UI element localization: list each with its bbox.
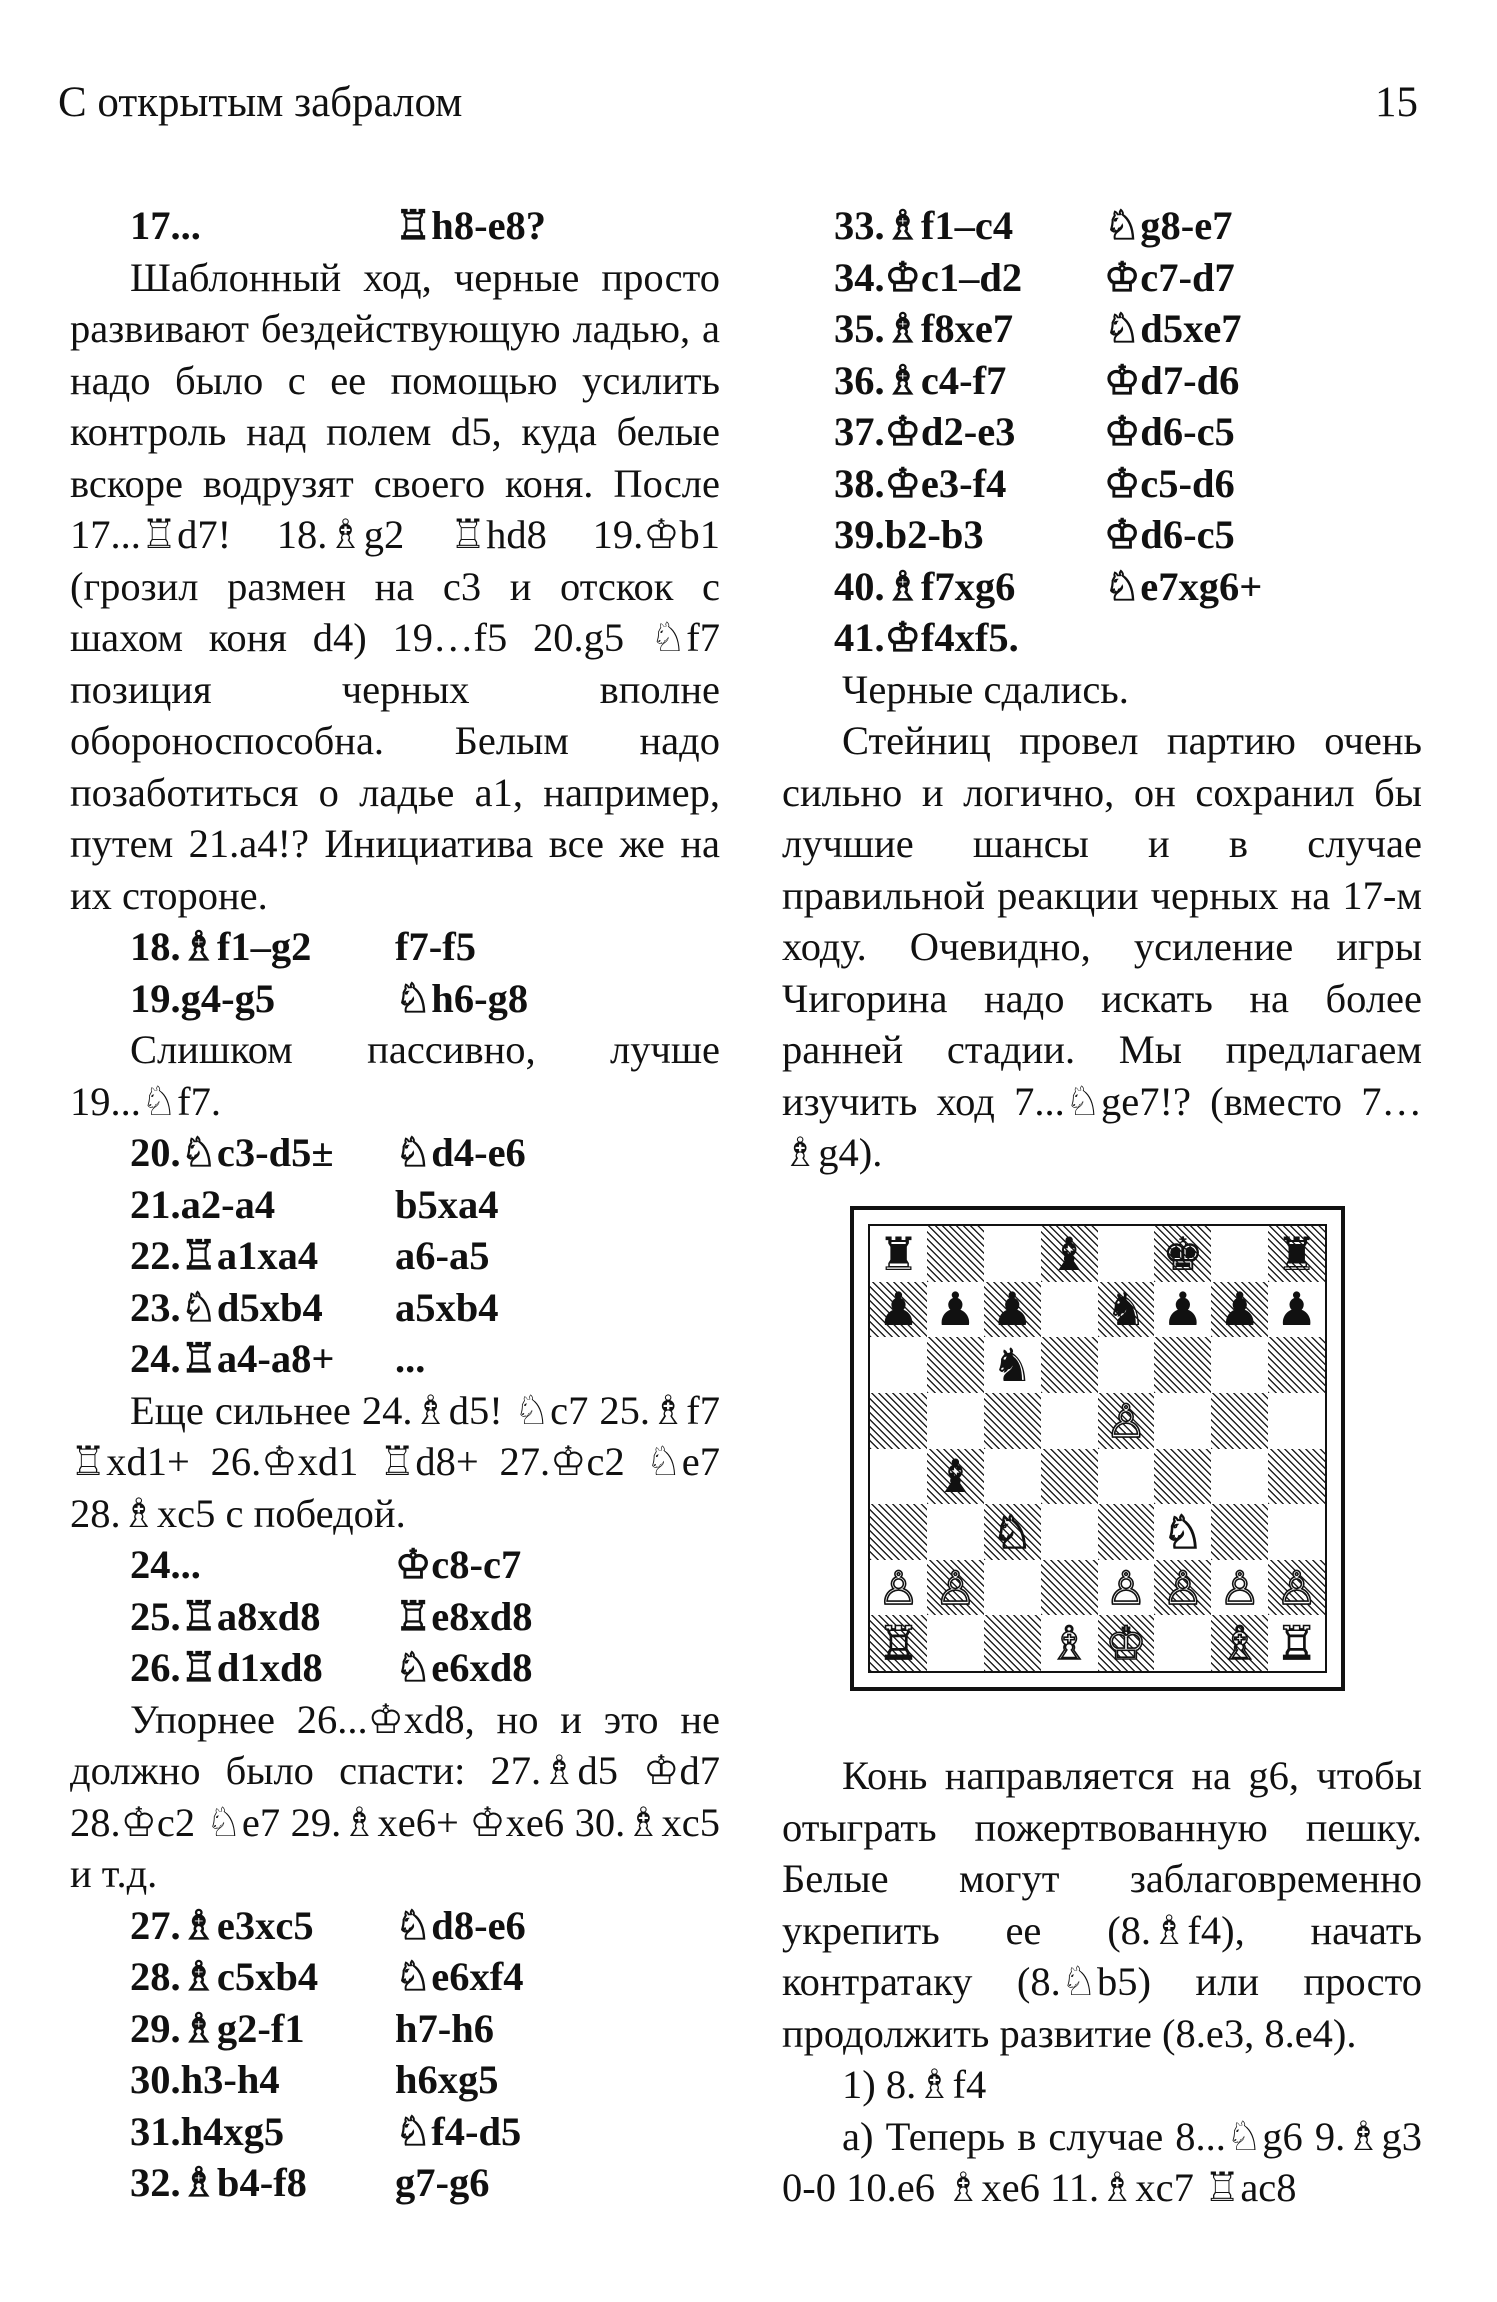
white-move: 19.g4-g5 [130, 975, 276, 1021]
board-square [984, 1504, 1041, 1560]
board-square [1268, 1449, 1325, 1505]
board-square [1154, 1449, 1211, 1505]
white-move: 21.a2-a4 [130, 1181, 276, 1227]
chess-piece: ♞ [991, 1338, 1033, 1393]
move-list [70, 1900, 720, 2209]
board-square [1098, 1393, 1155, 1449]
chess-piece: ♘ [1162, 1504, 1204, 1559]
move-list [70, 1127, 720, 1385]
commentary: а) Теперь в случае 8...♘g6 9.♗g3 0-0 10.e6 ♗xe6 11.♗xc7 ♖ac8 [782, 2113, 1422, 2210]
black-move: ♘h6-g8 [395, 975, 529, 1021]
board-square [1154, 1226, 1211, 1282]
move-row [70, 2054, 720, 2106]
move-row [70, 973, 720, 1025]
white-move: 35.♗f8xe7 [834, 306, 1014, 351]
move-row [782, 200, 1422, 252]
black-move: f7-f5 [395, 924, 476, 969]
black-move: ♘d8-e6 [395, 1902, 526, 1948]
board-square [1098, 1337, 1155, 1393]
move-row [70, 1127, 720, 1179]
white-move: 33.♗f1–c4 [834, 203, 1014, 248]
board-square [870, 1226, 927, 1282]
move-row [70, 1900, 720, 1952]
board-square [1154, 1393, 1211, 1449]
black-move: g7-g6 [395, 2160, 490, 2205]
board-square [1211, 1393, 1268, 1449]
chess-piece: ♚ [1162, 1226, 1204, 1281]
white-move: 25.♖a8xd8 [130, 1593, 321, 1639]
board-square [1154, 1337, 1211, 1393]
white-move: 23.♘d5xb4 [130, 1284, 323, 1330]
board-square [1268, 1504, 1325, 1560]
chess-piece: ♙ [1275, 1560, 1318, 1615]
black-move: ♖h8-e8? [395, 203, 547, 248]
board-square [870, 1393, 927, 1449]
board-square [984, 1449, 1041, 1505]
page-header [58, 78, 1418, 128]
board-square [1211, 1226, 1268, 1282]
black-move: h6xg5 [395, 2057, 499, 2102]
right-column-lower [782, 1750, 1422, 2214]
chess-piece: ♟ [877, 1282, 920, 1337]
white-move: 37.♔d2-e3 [834, 409, 1016, 454]
move-row [782, 303, 1422, 355]
board-square [1041, 1282, 1098, 1338]
black-move: a6-a5 [395, 1233, 490, 1278]
move-row [70, 1591, 720, 1643]
chess-piece: ♙ [1219, 1560, 1261, 1615]
chess-piece: ♙ [1162, 1560, 1204, 1615]
chess-piece: ♝ [1048, 1226, 1090, 1281]
black-move: ♔c8-c7 [395, 1542, 522, 1587]
board-square [1154, 1560, 1211, 1616]
commentary: Конь направляется на g6, чтобы отыграть пожертвованную пешку. Белые могут заблаговременно укрепить ее (8.♗f4), начать контратаку (8.♘b5) или просто продолжить развитие (8.e3, 8.e4). [782, 1753, 1422, 2056]
board-square [1268, 1560, 1325, 1616]
chess-piece: ♙ [877, 1560, 920, 1615]
chess-piece: ♙ [1105, 1393, 1147, 1448]
chess-piece: ♖ [877, 1616, 920, 1671]
move-row [782, 252, 1422, 304]
chess-piece: ♙ [1105, 1560, 1147, 1615]
chess-piece: ♔ [1105, 1616, 1147, 1671]
chess-piece: ♟ [1162, 1282, 1204, 1337]
move-row [782, 406, 1422, 458]
commentary: Слишком пассивно, лучше 19...♘f7. [70, 1027, 720, 1124]
board-square [1211, 1560, 1268, 1616]
black-move: h7-h6 [395, 2005, 495, 2051]
move-row [70, 2003, 720, 2055]
move-list [782, 200, 1422, 664]
board-square [1211, 1504, 1268, 1560]
board-square [927, 1560, 984, 1616]
black-move: ... [395, 1336, 426, 1381]
white-move: 32.♗b4-f8 [130, 2160, 307, 2205]
board-square [927, 1504, 984, 1560]
white-move: 29.♗g2-f1 [130, 2005, 305, 2051]
board-square [984, 1393, 1041, 1449]
move-row [782, 561, 1422, 613]
black-move: ♘g8-e7 [1104, 203, 1233, 248]
black-move: ♘d5xe7 [1104, 306, 1242, 351]
move-row [782, 355, 1422, 407]
board-square [1154, 1504, 1211, 1560]
black-move [1104, 612, 1422, 664]
board-square [870, 1560, 927, 1616]
move-row [782, 458, 1422, 510]
white-move: 17... [130, 203, 201, 248]
white-move: 34.♔c1–d2 [834, 254, 1023, 300]
move-list [70, 1539, 720, 1694]
board-square [1268, 1393, 1325, 1449]
black-move: ♘d4-e6 [395, 1130, 526, 1175]
running-title: С открытым забралом [58, 79, 463, 126]
chess-piece: ♟ [991, 1282, 1033, 1337]
board-square [1211, 1337, 1268, 1393]
board-square [1211, 1449, 1268, 1505]
move-row [782, 612, 1422, 664]
board-square [984, 1337, 1041, 1393]
move-row [70, 1230, 720, 1282]
commentary: Еще сильнее 24.♗d5! ♘c7 25.♗f7 ♖xd1+ 26.♔xd1 ♖d8+ 27.♔c2 ♘e7 28.♗xc5 с победой. [70, 1387, 720, 1536]
board-square [1268, 1226, 1325, 1282]
white-move: 20.♘c3-d5± [130, 1130, 334, 1175]
move-row [70, 2157, 720, 2209]
board-square [1268, 1282, 1325, 1338]
board-square [1098, 1449, 1155, 1505]
chess-piece: ♝ [934, 1449, 976, 1504]
left-column [70, 200, 720, 2209]
board-square [1098, 1615, 1155, 1671]
white-move: 30.h3-h4 [130, 2057, 280, 2102]
move-row [70, 921, 720, 973]
white-move: 26.♖d1xd8 [130, 1645, 323, 1690]
board-square [1041, 1560, 1098, 1616]
move-row [70, 2106, 720, 2158]
white-move: 27.♗e3xc5 [130, 1902, 314, 1948]
move-row [70, 1333, 720, 1385]
chess-piece: ♟ [1275, 1282, 1318, 1337]
board-square [870, 1449, 927, 1505]
chess-piece: ♘ [991, 1504, 1033, 1559]
chess-piece: ♙ [934, 1560, 976, 1615]
variation-heading: 1) 8.♗f4 [842, 2062, 987, 2107]
chess-diagram [850, 1206, 1345, 1691]
board-square [984, 1615, 1041, 1671]
board-square [870, 1504, 927, 1560]
black-move: ♘f4-d5 [395, 2108, 522, 2154]
board-square [1268, 1337, 1325, 1393]
board-square [927, 1615, 984, 1671]
right-column [782, 200, 1422, 1179]
chess-board [868, 1224, 1327, 1673]
board-square [1098, 1226, 1155, 1282]
move-row [70, 1642, 720, 1694]
board-square [1098, 1282, 1155, 1338]
board-square [927, 1337, 984, 1393]
board-square [1211, 1615, 1268, 1671]
chess-piece: ♞ [1105, 1282, 1147, 1337]
board-square [984, 1226, 1041, 1282]
chess-piece: ♜ [1275, 1226, 1318, 1281]
board-square [1041, 1393, 1098, 1449]
black-move: ♔d7-d6 [1104, 357, 1240, 403]
white-move: 24... [130, 1542, 201, 1587]
move-row [70, 200, 720, 252]
move-list [70, 921, 720, 1024]
white-move: 36.♗c4-f7 [834, 357, 1007, 403]
white-move: 24.♖a4-a8+ [130, 1336, 335, 1381]
move-row [70, 1951, 720, 2003]
black-move: ♘e6xd8 [395, 1645, 533, 1690]
move-row [70, 1282, 720, 1334]
board-square [927, 1393, 984, 1449]
board-square [927, 1282, 984, 1338]
chess-piece: ♗ [1048, 1616, 1090, 1671]
commentary: Черные сдались. [842, 666, 1129, 712]
board-square [1041, 1449, 1098, 1505]
move-row [70, 1539, 720, 1591]
black-move: b5xa4 [395, 1181, 499, 1227]
page-number: 15 [1375, 79, 1418, 126]
chess-piece: ♖ [1275, 1616, 1318, 1671]
white-move: 40.♗f7xg6 [834, 563, 1016, 609]
white-move: 22.♖a1xa4 [130, 1233, 319, 1278]
black-move: ♘e6xf4 [395, 1954, 524, 1999]
white-move: 28.♗c5xb4 [130, 1954, 319, 1999]
move-row [70, 1179, 720, 1231]
board-square [927, 1226, 984, 1282]
black-move: ♘e7xg6+ [1104, 563, 1263, 609]
white-move: 41.♔f4xf5. [834, 615, 1019, 660]
board-square [1041, 1226, 1098, 1282]
chess-piece: ♟ [934, 1282, 976, 1337]
board-square [870, 1282, 927, 1338]
board-square [1154, 1615, 1211, 1671]
board-square [984, 1560, 1041, 1616]
board-square [1098, 1504, 1155, 1560]
board-square [870, 1615, 927, 1671]
board-square [984, 1282, 1041, 1338]
board-square [1154, 1282, 1211, 1338]
black-move: a5xb4 [395, 1284, 499, 1330]
chess-piece: ♜ [877, 1226, 920, 1281]
chess-piece: ♟ [1219, 1282, 1261, 1337]
board-square [1041, 1504, 1098, 1560]
black-move: ♖e8xd8 [395, 1593, 533, 1639]
move-row [782, 509, 1422, 561]
black-move: ♔d6-c5 [1104, 512, 1235, 557]
board-square [1041, 1337, 1098, 1393]
commentary: Стейниц провел партию очень сильно и логично, он сохранил бы лучшие шансы и в случае правильной реакции черных на 17-м ходу. Очевидно, усиление игры Чигорина надо искать на более ранней стадии. Мы предлагаем изучить ход 7...♘ge7!? (вместо 7…♗g4). [782, 718, 1422, 1175]
black-move: ♔c5-d6 [1104, 460, 1235, 506]
commentary: Шаблонный ход, черные просто развивают бездействующую ладью, а надо было с ее помощью усилить контроль над полем d5, куда белые вскоре водрузят своего коня. После 17...♖d7! 18.♗g2 ♖hd8 19.♔b1 (грозил размен на c3 и отскок с шахом коня d4) 19…f5 20.g5 ♘f7 позиция черных вполне обороноспособна. Белым надо позаботиться о ладье a1, например, путем 21.a4!? Инициатива все же на их стороне. [70, 254, 720, 918]
white-move: 31.h4xg5 [130, 2108, 285, 2154]
board-square [927, 1449, 984, 1505]
board-square [1098, 1560, 1155, 1616]
black-move: ♔d6-c5 [1104, 409, 1235, 454]
white-move: 39.b2-b3 [834, 512, 984, 557]
board-square [1211, 1282, 1268, 1338]
board-square [1268, 1615, 1325, 1671]
black-move: ♔c7-d7 [1104, 254, 1235, 300]
commentary: Упорнее 26...♔xd8, но и это не должно было спасти: 27.♗d5 ♔d7 28.♔c2 ♘e7 29.♗xe6+ ♔xe6 30.♗xc5 и т.д. [70, 1696, 720, 1896]
white-move: 38.♔e3-f4 [834, 460, 1007, 506]
board-square [1041, 1615, 1098, 1671]
chess-piece: ♗ [1219, 1616, 1261, 1671]
white-move: 18.♗f1–g2 [130, 924, 312, 969]
board-square [870, 1337, 927, 1393]
